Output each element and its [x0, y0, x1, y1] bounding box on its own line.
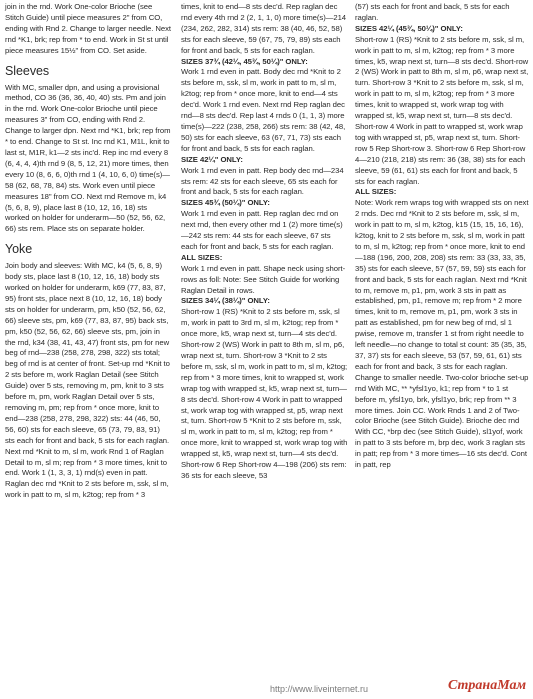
column-2	[181, 2, 349, 482]
sleeves-heading: Sleeves	[5, 63, 50, 78]
yoke-heading: Yoke	[5, 242, 33, 257]
all-sizes-heading-2: ALL SIZES:	[355, 187, 397, 197]
size-heading-1: SIZES 37¾ (42¼, 45¾, 50¼)" ONLY:	[181, 56, 308, 66]
source-url-watermark: http://www.liveinternet.ru	[270, 684, 369, 694]
site-logo: СтранаМам	[448, 678, 527, 693]
intro-paragraph: join in the rnd. Work One-color Brioche (see Stitch Guide) until piece measures 2" from CO, ending with Rnd 2. Change to larger needle. Next rnd *K1, brk; rep from * to end. Work in St st until piece measures 15½" from CO. Set aside.	[5, 2, 171, 55]
raglan-continuation-paragraph: times, knit to end—8 sts dec'd. Rep raglan dec rnd every 4th rnd 2 (2, 1, 1, 0) more time(s)—214 (234, 262, 282, 314) sts rem: 38 (40, 46, 52, 58) sts for each sleeve, 59 (67, 75, 79, 89) sts each for front and back, 5 sts for each raglan.	[181, 2, 347, 55]
all-sizes-heading: ALL SIZES:	[181, 252, 223, 262]
size-heading-4: SIZES 34¼ (38¼)" ONLY:	[181, 296, 270, 306]
size-heading-2: SIZE 42¼" ONLY:	[181, 154, 243, 164]
size-42-paragraph: Work 1 rnd even in patt. Rep body dec rnd—234 sts rem: 42 sts for each sleeve, 65 sts each for front and back, 5 sts for each raglan.	[181, 165, 344, 197]
size-45-50-paragraph: Work 1 rnd even in patt. Rep raglan dec rnd on next rnd, then every other rnd 1 (2) more time(s)—242 sts rem: 44 sts for each sleeve, 67 sts each for front and back, 5 sts for each raglan.	[181, 209, 343, 251]
continuation-paragraph: (57) sts each for front and back, 5 sts for each raglan.	[355, 2, 510, 22]
dec-rnd-paragraph: Note: Work rem wraps tog with wrapped sts on next 2 rnds. Dec rnd *Knit to 2 sts before m, ssk, sl m, work in patt to m, sl m, k2tog, k15 (15, 15, 16, 16), k2tog, knit to 2 sts before m, ssk, sl m, work in patt to m, sl m, k2tog; rep from * once more, knit to end—188 (196, 200, 208, 208) sts rem: 33 (33, 33, 35, 35) sts for each sleeve, 57 (57, 59, 59) sts each for front and back, 5 sts for each raglan. Next rnd *Knit to m, remove m, p1, pm, work 3 sts in patt as established, pm, p1, remove m; rep from * 2 more times, knit to m, remove m, p1, pm, work 3 sts in patt as established, pm for new beg of rnd, sl 1 pwise, remove m, transfer 1 st from right needle to left needle—no change to total st count: 35 (35, 35, 37, 37) sts for each sleeve, 53 (57, 59, 61, 61) sts each for front and back, 3 sts for each raglan. Change to smaller needle. Two-color brioche set-up rnd With MC, ** *yfsl1yo, k1; rep from * to 1 st before m, yfsl1yo, brk, yfsl1yo, brk; rep from ** 3 more times. Join CC. Work Rnds 1 and 2 of Two-color Brioche (see Stitch Guide). Brioche dec rnd With CC, *brp dec (see Stitch Guide), sl1yof, work in patt to 3 sts before m, brp dec, work 3 raglan sts in patt; rep from * 3 more times—16 sts dec'd. Cont in patt, rep	[355, 198, 529, 470]
column-3	[355, 2, 529, 471]
size-heading-5: SIZES 42¼ (45¾, 50¼)" ONLY:	[355, 23, 463, 33]
body-dec-paragraph: Work 1 rnd even in patt. Body dec rnd *Knit to 2 sts before m, ssk, sl m, work in patt to m, sl m, k2tog; rep from * once more, knit to end—4 sts dec'd. Work 1 rnd even. Next rnd Rep raglan dec rnd—8 sts dec'd. Rep last 4 rnds 0 (1, 1, 3) more time(s)—222 (238, 258, 266) sts rem: 38 (42, 48, 50) sts for each sleeve, 63 (67, 71, 73) sts each for front and back, 5 sts for each raglan.	[181, 67, 346, 153]
yoke-paragraph: Join body and sleeves: With MC, k4 (5, 6, 8, 9) body sts, place last 8 (10, 12, 16, 18) body sts worked on holder for underarm, k69 (77, 83, 87, 95) front sts, place next 8 (10, 12, 16, 18) body sts on holder for underarm, pm, k50 (52, 56, 62, 66) sleeve sts, pm, k69 (77, 83, 87, 95) back sts, pm, k50 (52, 56, 62, 66) sleeve sts, pm, join in the rnd, k34 (38, 41, 43, 47) front sts, pm for new beg of rnd—238 (258, 278, 298, 322) sts total; beg of rnd is at center of front. Set-up rnd *Knit to 2 sts before m, work Raglan Detail (see Stitch Guide) over 5 sts, removing m, pm, knit to 3 sts before m, pm, work Raglan Detail over 5 sts, removing m, pm; rep from * once more, knit to end—238 (258, 278, 298, 322) sts: 44 (46, 50, 56, 60) sts for each sleeve, 65 (73, 79, 83, 91) sts each for front and back, 5 sts for each raglan. Next rnd *Knit to m, sl m, work Rnd 1 of Raglan Detail to m, sl m; rep from * 3 more times, knit to end. Work 1 (1, 3, 3, 1) rnd(s) even in patt. Raglan dec rnd *Knit to 2 sts before m, ssk, sl m, work in patt to m, sl m, k2tog; rep from * 3	[5, 261, 170, 500]
short-rows-paragraph-2: Short-row 1 (RS) *Knit to 2 sts before m, ssk, sl m, work in patt to m, sl m, k2tog; rep from * 3 more times, k5, wrap next st, turn—8 sts dec'd. Short-row 2 (WS) Work in patt to 8th m, sl m, p6, wrap next st, turn. Short-row 3 *Knit to 2 sts before m, ssk, sl m, work in patt to m, sl m, k2tog; rep from * 3 more times, knit to wrapped st, work wrap tog with wrapped st, k5, wrap next st, turn—8 sts dec'd. Short-row 4 Work in patt to wrapped st, work wrap tog with wrapped st, p5, wrap next st, turn. Short-row 5 Rep Short-row 3. Short-row 6 Rep Short-row 4—210 (218, 218) sts rem: 36 (38, 38) sts for each sleeve, 59 (61, 61) sts each for front and back, 5 sts for each raglan.	[355, 34, 529, 186]
sleeves-paragraph: With MC, smaller dpn, and using a provisional method, CO 36 (36, 36, 40, 40) sts. Pm and join in the rnd. Work One-color Brioche until piece measures 3" from CO, ending with Rnd 2. Change to larger dpn. Next rnd *K1, brk; rep from * to end. Change to St st. Inc rnd K1, M1L, knit to last st, M1R, k1—2 sts inc'd. Rep inc rnd every 8 (6, 4, 4, 4)th rnd 9 (8, 5, 12, 21) more times, then every 10 (8, 6, 6, 0)th rnd 1 (4, 10, 6, 0) time(s)—58 (62, 68, 78, 84) sts. Work even until piece measures 18" from CO. Next rnd Remove m, k4 (5, 6, 8, 9), place last 8 (10, 12, 16, 18) sts worked on holder for underarm—50 (52, 56, 62, 66) sts rem. Place sts on separate holder.	[5, 82, 171, 234]
shape-neck-paragraph: Work 1 rnd even in patt. Shape neck using short-rows as foll: Note: See Stitch Guide for working Raglan Detail in rows.	[181, 263, 346, 295]
column-1	[5, 2, 171, 501]
size-heading-3: SIZES 45¾ (50¼)" ONLY:	[181, 198, 270, 208]
short-rows-paragraph: Short-row 1 (RS) *Knit to 2 sts before m, ssk, sl m, work in patt to 3rd m, sl m, k2tog; rep from * once more, k5, wrap next st, turn—4 sts dec'd. Short-row 2 (WS) Work in patt to 8th m, sl m, p6, wrap next st, turn. Short-row 3 *Knit to 2 sts before m, ssk, sl m, work in patt to m, sl m, k2tog; rep from * 3 more times, knit to wrapped st, work wrap tog with wrapped st, k5, wrap next st, turn—8 sts dec'd. Short-row 4 Work in patt to wrapped st, work wrap tog with wrapped st, p5, wrap next st, turn. Short-row 5 *Knit to 2 sts before m, ssk, sl m, work in patt to m, sl m, k2tog; rep from * once more, knit to wrapped st, work wrap tog with wrapped st, k5, wrap next st, turn—4 sts dec'd. Short-row 6 Rep Short-row 4—198 (206) sts rem: 36 sts for each sleeve, 53	[181, 307, 348, 480]
